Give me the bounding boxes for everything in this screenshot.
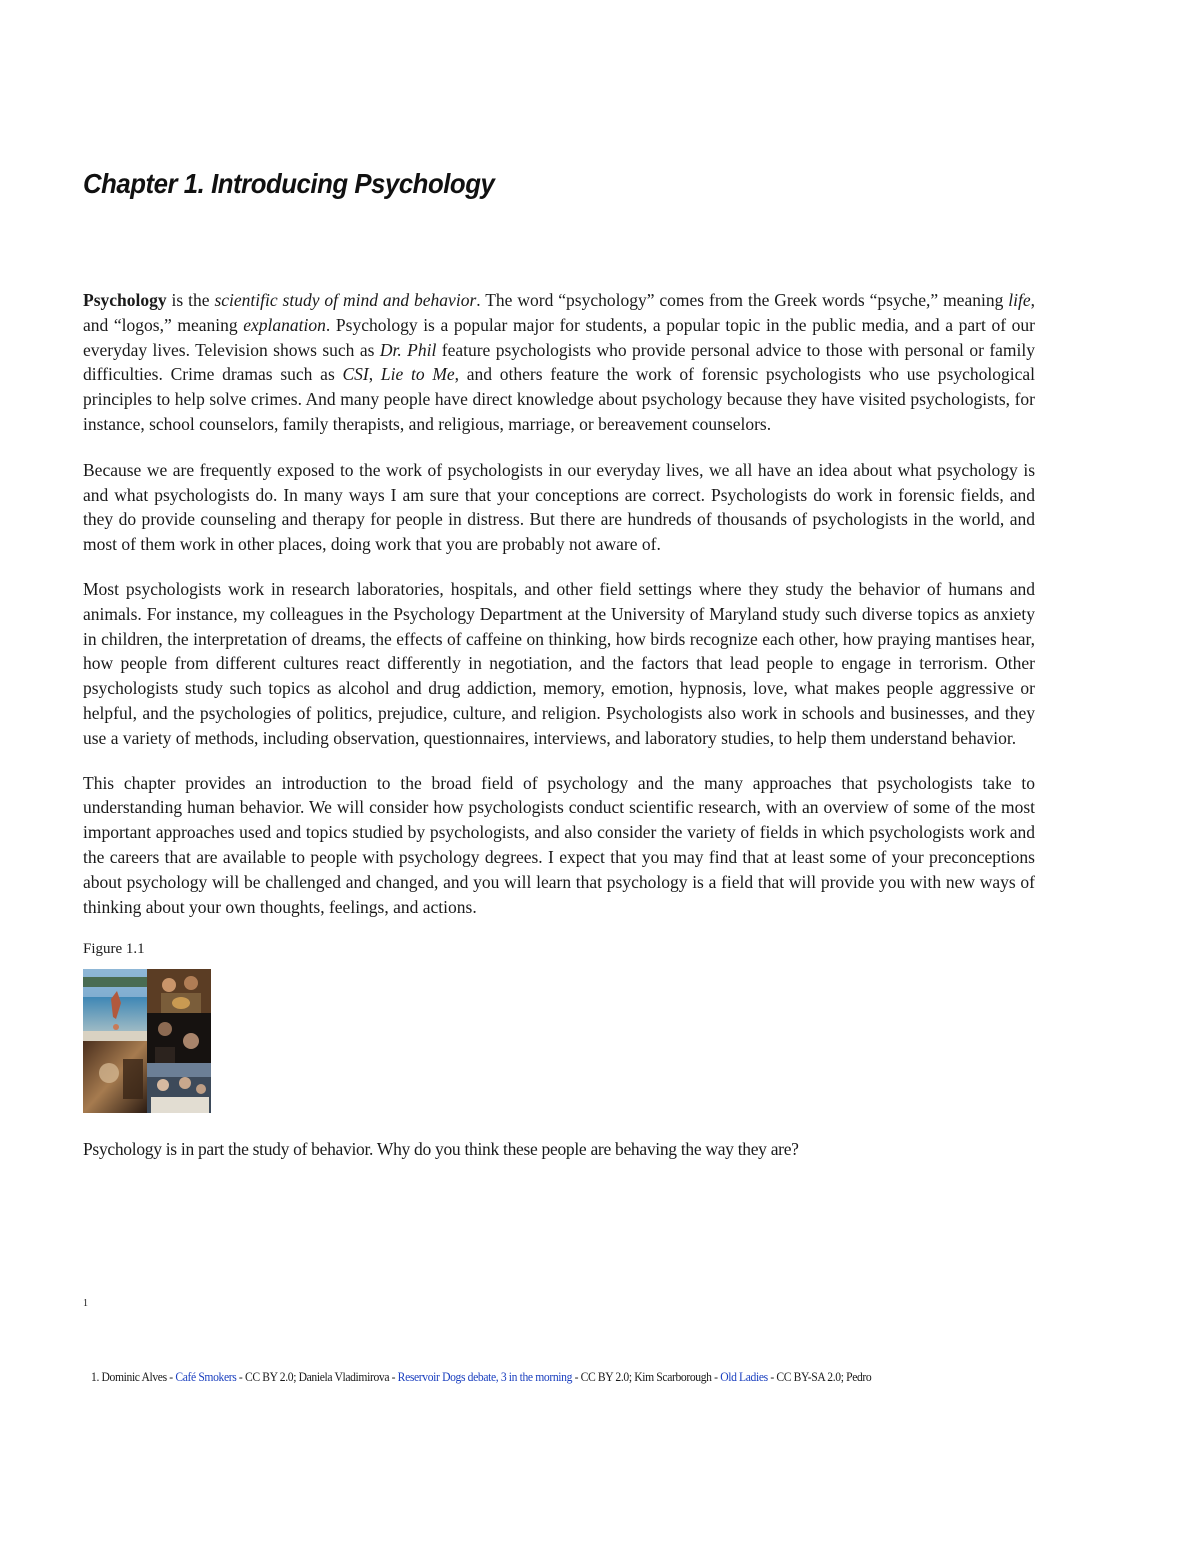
paragraph-2: Because we are frequently exposed to the work of psychologists in our everyday lives, we all have an idea about what psychology is and what psychologists do. In many ways I am sure that your conceptions are correct. Psychologists do work in forensic fields, and they do provide counseling and therapy for people in distress. But there are hundreds of thousands of psychologists in the world, and most of them work in other places, doing work that you are probably not aware of. [83, 459, 1035, 555]
footnote-text: - CC BY 2.0; Kim Scarborough - [572, 1370, 721, 1384]
footnote-link-old-ladies[interactable]: Old Ladies [720, 1370, 768, 1384]
body-text [83, 288, 1035, 1182]
chapter-title: Chapter 1. Introducing Psychology [83, 168, 495, 199]
footnote-link-reservoir-dogs-debate[interactable]: Reservoir Dogs debate, 3 in the morning [397, 1370, 573, 1384]
text-run: is the [166, 290, 215, 310]
paragraph-1 [83, 288, 1035, 437]
text-run: feature psychologists who provide personal advice to those with personal or family difficulties. Crime dramas such as [83, 339, 1035, 385]
text-run: , and “logos,” meaning [83, 290, 1035, 335]
footnote-text: - CC BY 2.0; Daniela Vladimirova - [236, 1370, 398, 1384]
word-life: life [1008, 290, 1031, 310]
show-title-csi: CSI [342, 364, 369, 385]
paragraph-4: This chapter provides an introduction to the broad field of psychology and the many approaches that psychologists take to understanding human behavior. We will consider how psychologists conduct scientific research, with an overview of some of the most important approaches used and topics studied by psychologists, and also consider the variety of fields in which psychologists work and the careers that are available to people with psychology degrees. I expect that you may find that at least some of your preconceptions about psychology will be challenged and changed, and you will learn that psychology is a field that will provide you with new ways of thinking about your own thoughts, feelings, and actions. [83, 772, 1035, 917]
figure-caption: Psychology is in part the study of behavior. Why do you think these people are behaving the way they are? [83, 1139, 799, 1160]
word-explanation: explanation [243, 314, 326, 335]
figure-label: Figure 1.1 [83, 941, 145, 958]
text-run: . The word “psychology” comes from the Greek words “psyche,” meaning [476, 290, 1009, 310]
text-run: , and others feature the work of forensic psychologists who use psychological principles to help solve crimes. And many people have direct knowledge about psychology because they have visited psychologists, for instance, school counselors, family therapists, and religious, marriage, or bereavement counselors. [83, 364, 1035, 434]
footnote-marker: 1 [83, 1298, 88, 1309]
figure-collage-image [83, 969, 211, 1113]
footnote-number: 1. [91, 1370, 99, 1384]
text-run: . Psychology is a popular major for students, a popular topic in the public media, and a part of our everyday lives. Television shows such as [83, 314, 1036, 360]
show-title-dr-phil: Dr. Phil [379, 339, 437, 360]
footnote-text: Dominic Alves - [98, 1370, 176, 1384]
footnote-link-cafe-smokers[interactable]: Café Smokers [175, 1370, 237, 1384]
text-run: , [368, 364, 381, 385]
show-title-lie-to-me: Lie to Me [380, 364, 455, 385]
footnote [91, 1370, 871, 1385]
term-psychology: Psychology [83, 290, 167, 310]
definition-italic: scientific study of mind and behavior [214, 290, 477, 310]
paragraph-3: Most psychologists work in research laboratories, hospitals, and other field settings where they study the behavior of humans and animals. For instance, my colleagues in the Psychology Department at the University of Maryland study such diverse topics as anxiety in children, the interpretation of dreams, the effects of caffeine on thinking, how birds recognize each other, how praying mantises hear, how people from different cultures react differently in negotiation, and the factors that lead people to engage in terrorism. Other psychologists study such topics as alcohol and drug addiction, memory, emotion, hypnosis, love, what makes people aggressive or helpful, and the psychologies of politics, prejudice, culture, and religion. Psychologists also work in schools and businesses, and they use a variety of methods, including observation, questionnaires, interviews, and laboratory studies, to help them understand behavior. [83, 578, 1035, 748]
footnote-text: - CC BY-SA 2.0; Pedro [767, 1370, 872, 1384]
